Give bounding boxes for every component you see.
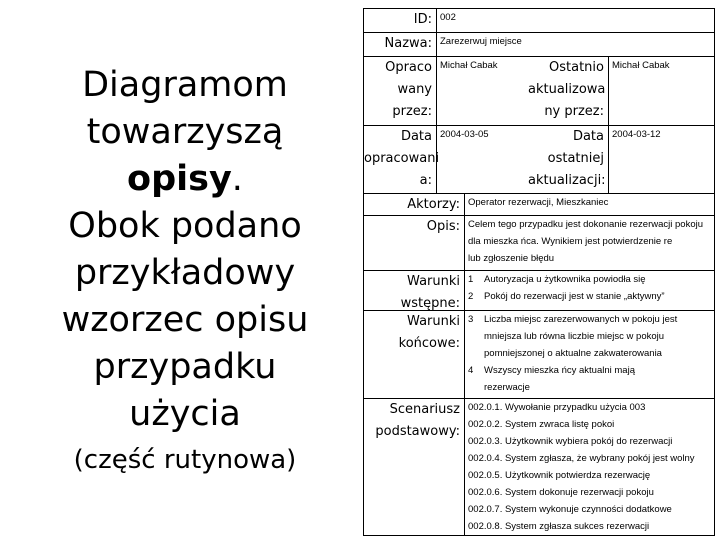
description-row bbox=[364, 216, 714, 271]
created-label: Data opracowani a: bbox=[364, 129, 440, 188]
scenario-label: Scenariusz podstawowy: bbox=[375, 402, 460, 439]
dates-row bbox=[364, 126, 714, 194]
updated-value: 2004-03-12 bbox=[608, 126, 714, 193]
scenario-step: 002.0.6. System dokonuje rezerwacji pokoju bbox=[468, 487, 654, 498]
description-line: lub zgłoszenie błędu bbox=[468, 253, 555, 264]
desc-period: . bbox=[231, 159, 243, 199]
description-line: Celem tego przypadku jest dokonanie rezerwacji pokoju bbox=[468, 219, 703, 230]
desc-line-9: (część rutynowa) bbox=[73, 445, 297, 475]
postconditions-label: Warunki końcowe: bbox=[398, 314, 460, 351]
preconditions-label: Warunki wstępne: bbox=[400, 274, 460, 311]
description-value bbox=[464, 216, 714, 270]
desc-line-3 bbox=[40, 156, 330, 203]
desc-line-6: wzorzec opisu bbox=[61, 300, 309, 340]
desc-line-4: Obok podano bbox=[68, 206, 302, 246]
description-line: dla mieszka ńca. Wynikiem jest potwierdzenie re bbox=[468, 236, 673, 247]
created-value: 2004-03-05 bbox=[436, 126, 528, 193]
left-description bbox=[40, 62, 330, 478]
name-label: Nazwa: bbox=[384, 36, 432, 51]
precondition-item: 2 Pokój do rezerwacji jest w stanie „aktywny” bbox=[468, 291, 665, 302]
actors-value: Operator rezerwacji, Mieszkaniec bbox=[464, 194, 714, 215]
desc-line-5: przykładowy bbox=[74, 253, 296, 293]
use-case-form bbox=[363, 8, 715, 536]
actors-row bbox=[364, 194, 714, 216]
preconditions-list bbox=[464, 271, 714, 310]
scenario-step: 002.0.3. Użytkownik wybiera pokój do rezerwacji bbox=[468, 436, 673, 447]
last-mod-label: Ostatnio aktualizowa ny przez: bbox=[528, 60, 606, 119]
scenario-row bbox=[364, 399, 714, 535]
scenario-step: 002.0.2. System zwraca listę pokoi bbox=[468, 419, 615, 430]
scenario-step: 002.0.1. Wywołanie przypadku użycia 003 bbox=[468, 402, 646, 413]
id-label: ID: bbox=[413, 12, 432, 27]
scenario-steps bbox=[464, 399, 714, 535]
name-row bbox=[364, 33, 714, 57]
postconditions-list bbox=[464, 311, 714, 398]
last-mod-value: Michał Cabak bbox=[608, 57, 714, 125]
scenario-step: 002.0.5. Użytkownik potwierdza rezerwację bbox=[468, 470, 651, 481]
name-value: Zarezerwuj miejsce bbox=[436, 33, 714, 56]
scenario-step: 002.0.8. System zgłasza sukces rezerwacji bbox=[468, 521, 650, 532]
actors-label: Aktorzy: bbox=[407, 197, 460, 212]
preconditions-row bbox=[364, 271, 714, 311]
updated-label: Data ostatniej aktualizacji: bbox=[528, 129, 606, 188]
id-value: 002 bbox=[436, 9, 714, 32]
desc-bold-word: opisy bbox=[127, 159, 232, 199]
description-label: Opis: bbox=[426, 219, 460, 234]
desc-line-8: użycia bbox=[129, 394, 241, 434]
postcondition-item: 3 Liczba miejsc zarezerwowanych w pokoju jest mniejsza lub równa liczbie miejsc w pokoju pomniejszonej o aktualne zakwaterowania bbox=[468, 314, 678, 359]
precondition-item: 1 Autoryzacja u żytkownika powiodła się bbox=[468, 274, 646, 285]
desc-line-7: przypadku bbox=[93, 347, 277, 387]
id-row bbox=[364, 9, 714, 33]
author-label: Opraco wany przez: bbox=[385, 60, 432, 119]
scenario-step: 002.0.7. System wykonuje czynności dodatkowe bbox=[468, 504, 672, 515]
desc-line-1: Diagramom bbox=[82, 65, 288, 105]
author-value: Michał Cabak bbox=[436, 57, 528, 125]
scenario-step: 002.0.4. System zgłasza, że wybrany pokój jest wolny bbox=[468, 453, 695, 464]
desc-line-2: towarzyszą bbox=[86, 112, 284, 152]
postcondition-item: 4 Wszyscy mieszka ńcy aktualni mają rezerwacje bbox=[468, 365, 635, 393]
postconditions-row bbox=[364, 311, 714, 399]
author-row bbox=[364, 57, 714, 126]
